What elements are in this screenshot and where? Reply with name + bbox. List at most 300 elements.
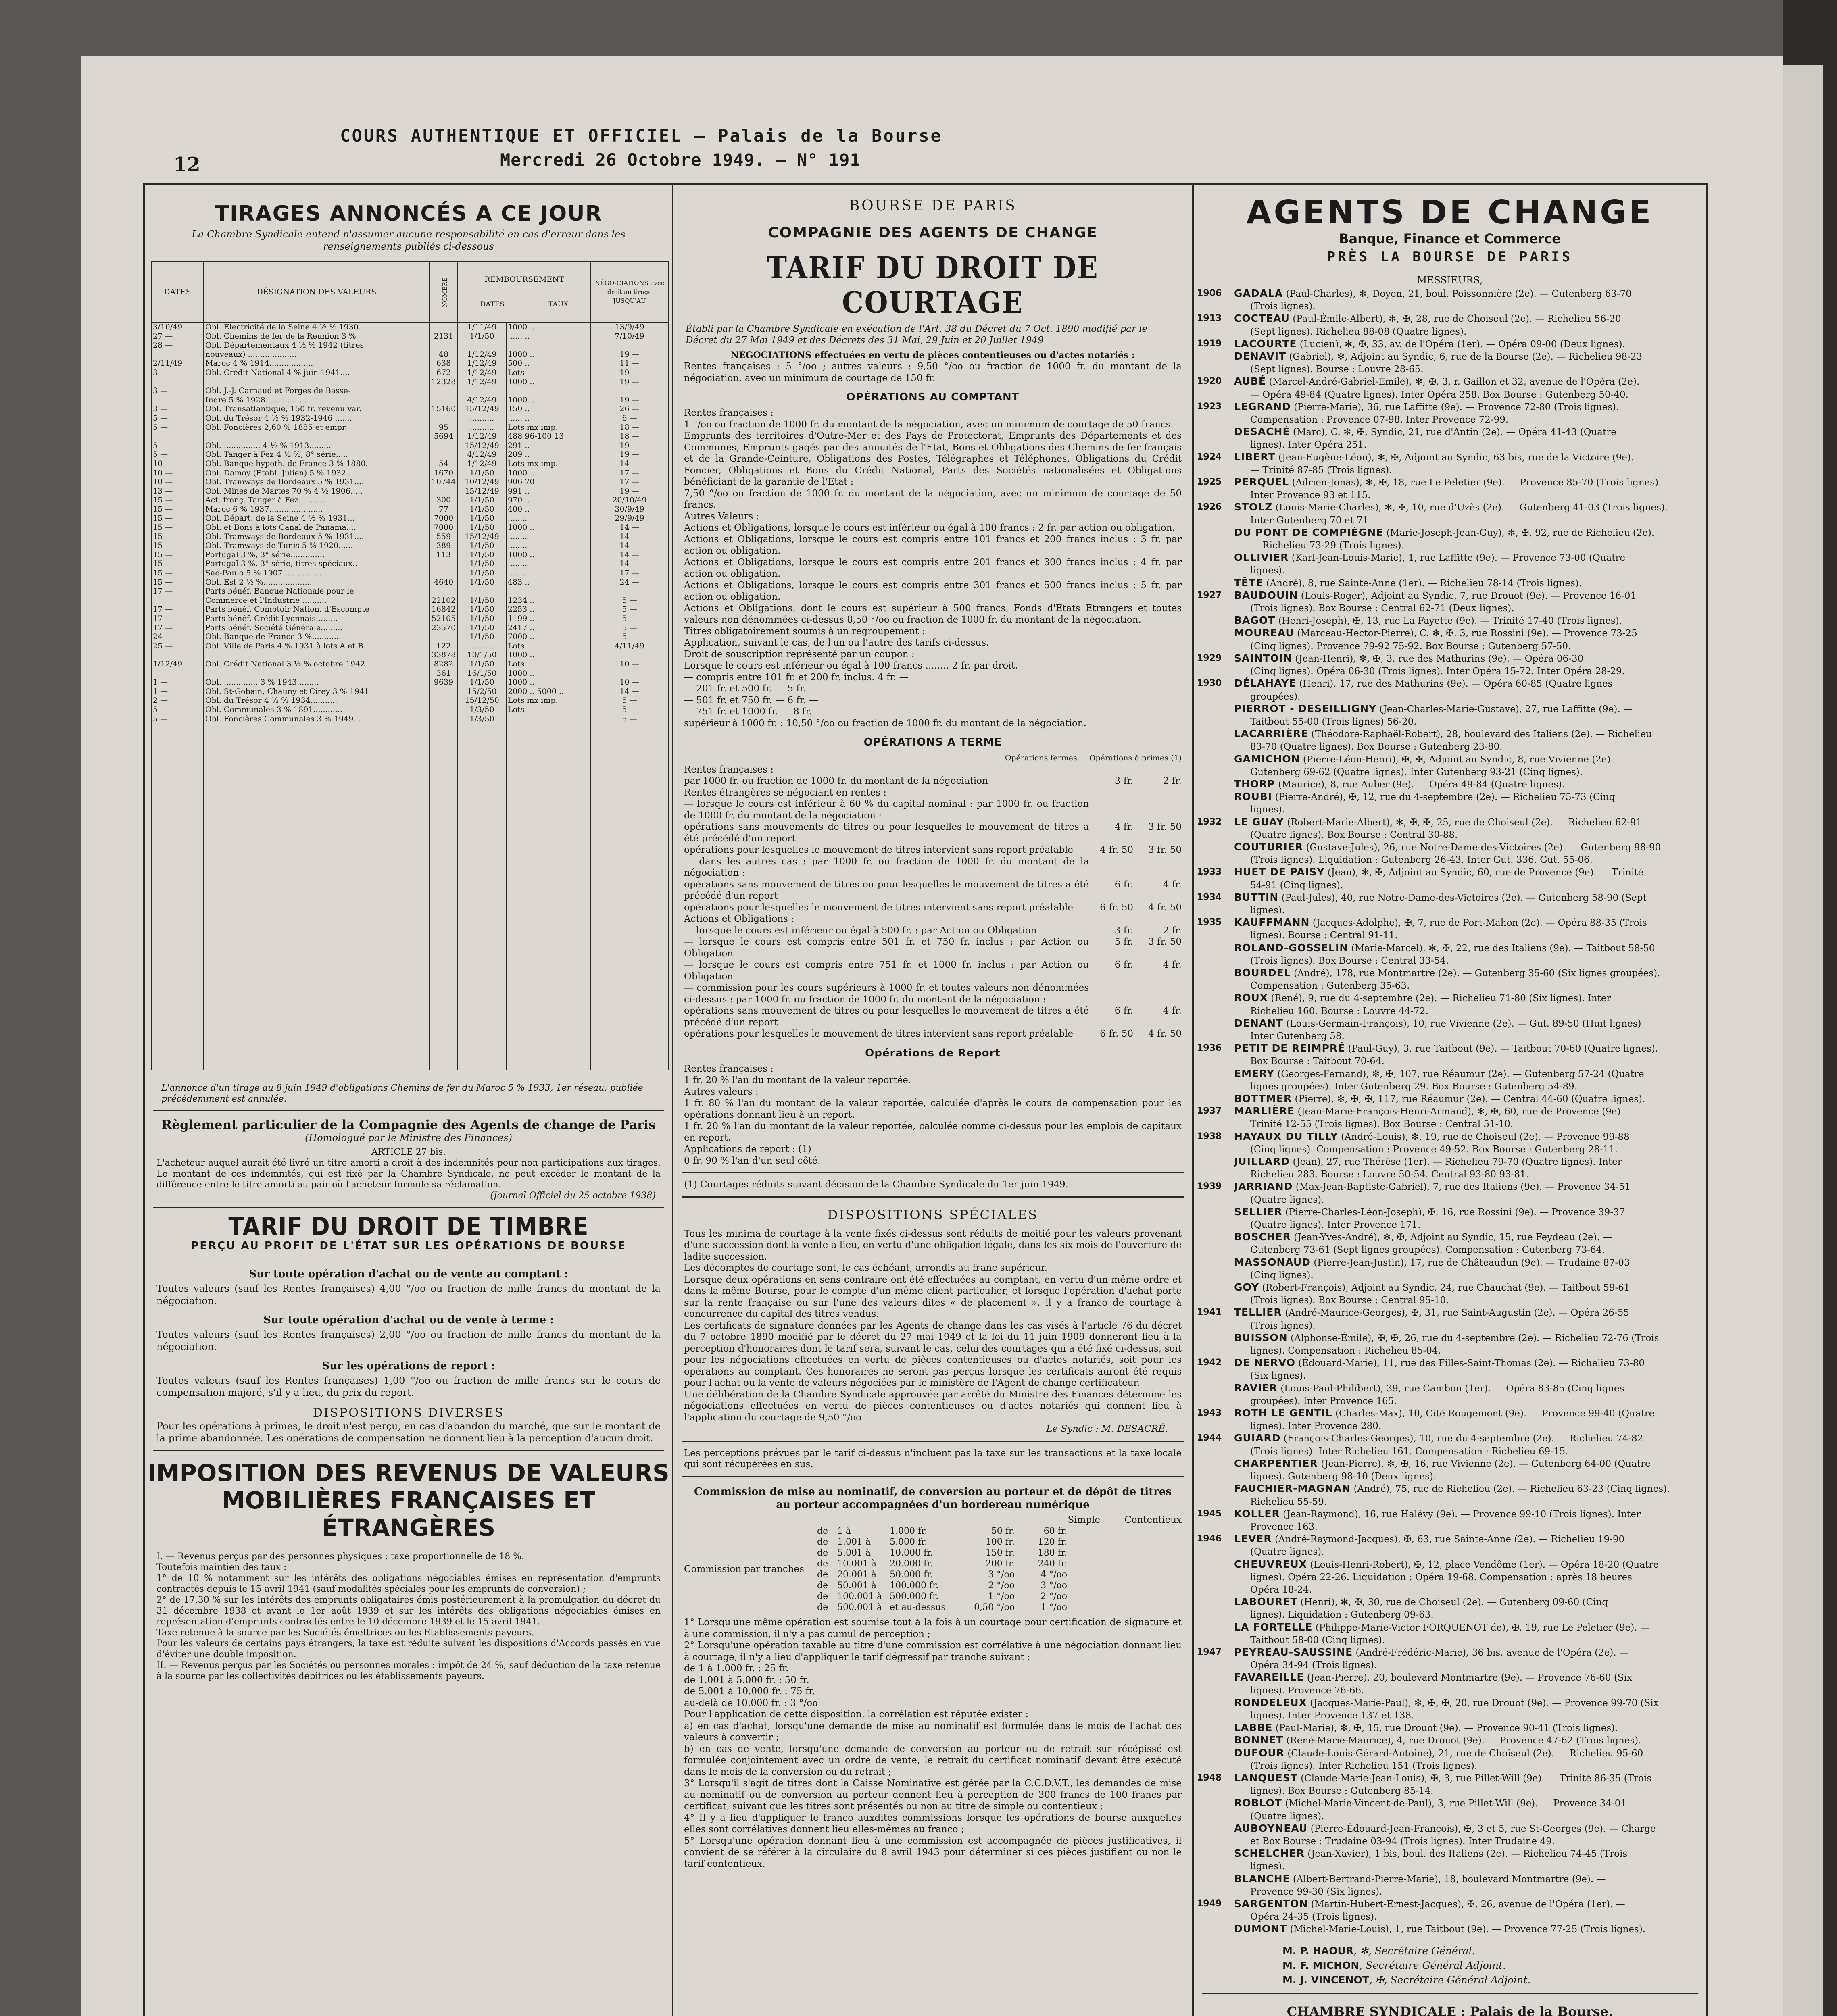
- dispositions-speciales-title: DISPOSITIONS SPÉCIALES: [827, 1207, 1038, 1223]
- agent-year: [1197, 1734, 1234, 1747]
- agent-entry: [1194, 1847, 1706, 1860]
- table-cell: ...... ..: [506, 414, 591, 423]
- agent-year: 1948: [1197, 1772, 1222, 1783]
- agent-text: [1234, 1785, 1694, 1797]
- agent-details: 83-70 (Quatre lignes). Box Bourse : Gutenberg 23-80.: [1250, 741, 1503, 752]
- commission-cell: 200 fr.: [985, 1559, 1015, 1569]
- agent-entry: [1194, 841, 1706, 854]
- agent-year: [1197, 627, 1234, 639]
- agent-year: [1197, 1634, 1234, 1646]
- agent-text: [1234, 1344, 1694, 1357]
- annulation-note: L'annonce d'un tirage au 8 juin 1949 d'obligations Chemins de fer du Maroc 5 % 1933, 1er réseau, publiée précédemment est annulée.: [161, 1083, 643, 1104]
- agent-entry: [1194, 791, 1706, 803]
- table-row: [151, 578, 668, 587]
- table-row: [151, 523, 668, 532]
- terme-row: [684, 925, 1182, 937]
- agent-entry: [1194, 1898, 1706, 1910]
- table-cell: 15 —: [151, 578, 204, 587]
- agent-year: [1197, 690, 1234, 703]
- commission-row: [817, 1569, 1182, 1580]
- table-cell: 17 —: [151, 623, 204, 633]
- agent-entry: [1194, 1923, 1706, 1935]
- agent-details: (Trois lignes).: [1250, 301, 1316, 312]
- agent-year: 1936: [1197, 1043, 1222, 1054]
- table-row: [151, 477, 668, 487]
- agent-entry: [1194, 1432, 1706, 1445]
- agent-name: GUIARD: [1234, 1432, 1281, 1444]
- agent-details: (Pierre-Léon-Henri), ✠, ✠, Adjoint au Syndic, 8, rue Vivienne (2e). —: [1303, 754, 1626, 765]
- terme-text: opérations pour lesquelles le mouvement de titres intervient sans report préalable: [684, 902, 1073, 913]
- agent-entry: [1194, 350, 1706, 363]
- commission-cell: 50.001 à: [837, 1581, 877, 1591]
- table-cell: 5 —: [591, 623, 668, 633]
- agent-year: [1197, 841, 1234, 854]
- table-cell: 1000 ..: [506, 650, 591, 660]
- terme-ferme: 4 fr.: [1114, 822, 1133, 832]
- table-cell: Obl. Ville de Paris 4 % 1931 à lots A et B.: [204, 641, 430, 651]
- text-line: 1 fr. 80 % l'an du montant de la valeur reportée, calculée d'après le cours de compensation pour les opérations donnant lieu à un report.: [684, 1098, 1182, 1120]
- agent-year: [1197, 1671, 1234, 1684]
- commission-row: [817, 1526, 1182, 1537]
- agent-entry: [1194, 1369, 1706, 1382]
- table-cell: 672: [430, 368, 458, 377]
- agent-details: (Louis-Henri-Robert), ✠, 12, place Vendôme (1er). — Opéra 18-20 (Quatre: [1310, 1559, 1659, 1570]
- table-row: [151, 469, 668, 478]
- agent-year: [1197, 715, 1234, 728]
- commission-cell: 2 °/oo: [1040, 1591, 1067, 1602]
- agent-year: [1197, 1395, 1234, 1407]
- agent-entry: [1194, 1747, 1706, 1760]
- table-row: [151, 587, 668, 596]
- agent-entry: [1194, 1533, 1706, 1545]
- agent-details: lignes).: [1250, 565, 1285, 576]
- agent-details: Box Bourse : Taitbout 70-64.: [1250, 1056, 1385, 1067]
- agent-text: [1234, 1281, 1694, 1294]
- agent-entry: [1194, 1697, 1706, 1709]
- table-cell: 1/1/50: [458, 632, 506, 641]
- agent-text: [1234, 539, 1694, 552]
- agent-entry: [1194, 1785, 1706, 1797]
- agent-details: (Max-Jean-Baptiste-Gabriel), 7, rue des Italiens (9e). — Provence 34-51: [1295, 1182, 1631, 1193]
- agent-year: [1197, 350, 1234, 363]
- agent-details: (Pierre-André), ✠, 12, rue du 4-septembre (2e). — Richelieu 75-73 (Cinq: [1275, 792, 1615, 803]
- agent-year: [1197, 942, 1234, 954]
- commission-cell: de: [817, 1537, 828, 1547]
- agent-text: [1234, 589, 1694, 602]
- agent-details: (Louis-Paul-Philibert), 39, rue Cambon (1er). — Opéra 83-85 (Cinq lignes: [1280, 1383, 1624, 1394]
- agent-name: GOY: [1234, 1281, 1259, 1293]
- agent-text: [1234, 1558, 1694, 1571]
- table-filler: [151, 723, 668, 1070]
- table-cell: 1199 ..: [506, 614, 591, 623]
- agent-name: JUILLARD: [1234, 1156, 1290, 1168]
- agent-details: groupées).: [1250, 691, 1301, 702]
- agent-details: (Jean-Marie-François-Henri-Armand), ✻, ✠, 60, rue de Provence (9e). —: [1297, 1106, 1636, 1117]
- agent-name: PEYREAU-SAUSSINE: [1234, 1646, 1353, 1658]
- agent-entry: [1194, 1508, 1706, 1520]
- agent-entry: [1194, 1080, 1706, 1093]
- table-cell: Indre 5 % 1928..................: [204, 396, 430, 405]
- agent-text: [1234, 1860, 1694, 1872]
- table-cell: [591, 587, 668, 596]
- agent-text: [1234, 1105, 1694, 1118]
- terme-prime: 4 fr.: [1163, 960, 1182, 970]
- agent-entry: [1194, 338, 1706, 350]
- agent-entry: [1194, 1822, 1706, 1835]
- agent-entry: [1194, 1055, 1706, 1067]
- table-cell: [151, 669, 204, 678]
- commission-cell: de: [817, 1581, 828, 1591]
- agent-entry: [1194, 1332, 1706, 1344]
- agent-text: [1234, 652, 1694, 665]
- agent-entry: [1194, 1181, 1706, 1193]
- article-label: ARTICLE 27 bis.: [371, 1147, 446, 1158]
- agent-details: lignes). Box Bourse : Gutenberg 85-14.: [1250, 1786, 1434, 1797]
- agent-entry: [1194, 363, 1706, 375]
- terme-text: opérations pour lesquelles le mouvement de titres intervient sans report préalable: [684, 845, 1073, 855]
- agent-text: [1234, 388, 1694, 401]
- agent-details: Inter Gutenberg 58.: [1250, 1031, 1345, 1041]
- agent-name: DÉLAHAYE: [1234, 677, 1297, 689]
- agent-details: groupées). Inter Provence 165.: [1250, 1395, 1397, 1406]
- agent-entry: [1194, 1722, 1706, 1734]
- agent-text: [1234, 1005, 1694, 1017]
- table-row: [151, 441, 668, 450]
- agent-details: (Louis-Marie-Charles), ✻, ✠, 10, rue d'Uzès (2e). — Gutenberg 41-03 (Trois lignes).: [1275, 502, 1668, 513]
- agent-entry: [1194, 916, 1706, 929]
- agent-text: [1234, 778, 1694, 791]
- agent-details: (Quatre lignes).: [1250, 1811, 1324, 1822]
- agent-details: Gutenberg 73-61 (Sept lignes groupées). Compensation : Gutenberg 73-64.: [1250, 1245, 1605, 1256]
- table-cell: 10744: [430, 477, 458, 487]
- table-cell: 7000: [430, 523, 458, 532]
- agent-entry: [1194, 1873, 1706, 1885]
- agent-name: PERQUEL: [1234, 476, 1289, 488]
- agent-year: 1941: [1197, 1307, 1222, 1318]
- text-line: Lorsque deux opérations en sens contraire ont été effectuées au comptant, en vertu d'un même ordre et dans la même Bourse, pour le compte d'un même client particulier, et lorsque l'opération d'achat porte sur la rente française ou sur l'une des valeurs dites « de placement », il y a franco de courtage à concurrence du capital des titres vendus.: [684, 1274, 1182, 1319]
- agent-text: [1234, 640, 1694, 652]
- agent-details: (Jean-Charles-Marie-Gustave), 27, rue Laffitte (9e). —: [1379, 704, 1633, 714]
- table-cell: 5 —: [151, 714, 204, 724]
- table-cell: 500 ..: [506, 359, 591, 368]
- table-row: [151, 559, 668, 569]
- agent-details: (Jacques-Adolphe), ✠, 7, rue de Port-Mahon (2e). — Opéra 88-35 (Trois: [1312, 918, 1647, 929]
- agent-details: lignes). Liquidation : Gutenberg 09-63.: [1250, 1610, 1434, 1620]
- agent-details: Richelieu 55-59.: [1250, 1496, 1327, 1507]
- agent-name: SARGENTON: [1234, 1898, 1308, 1910]
- table-cell: Obl. Tramways de Bordeaux 5 % 1931....: [204, 532, 430, 541]
- agent-details: (Quatre lignes). Box Bourse : Central 30-88.: [1250, 829, 1458, 840]
- agent-year: [1197, 1080, 1234, 1093]
- agent-details: (Paul-Guy), 3, rue Taitbout (9e). — Taitbout 70-60 (Quatre lignes).: [1348, 1043, 1658, 1054]
- terme-row: [684, 798, 1182, 821]
- agent-text: [1234, 690, 1694, 703]
- agent-text: [1234, 1533, 1694, 1545]
- agent-text: [1234, 1571, 1694, 1583]
- agent-year: [1197, 829, 1234, 841]
- terme-text: — dans les autres cas : par 1000 fr. ou fraction de 1000 fr. du montant de la négociation :: [684, 856, 1089, 878]
- agent-text: [1234, 1256, 1694, 1269]
- table-row: [151, 678, 668, 687]
- agent-details: (Michel-Marie-Vincent-de-Paul), 3, rue Pillet-Will (9e). — Provence 34-01: [1285, 1798, 1627, 1809]
- agent-text: [1234, 1294, 1694, 1306]
- secretary-role: , ✻, Secrétaire Général.: [1353, 1945, 1475, 1957]
- terme-prime: 2 fr.: [1163, 776, 1182, 786]
- terme-prime: 3 fr. 50: [1148, 937, 1182, 947]
- agent-name: LABOURET: [1234, 1596, 1298, 1608]
- table-cell: 19 —: [591, 487, 668, 496]
- agent-entry: [1194, 1760, 1706, 1772]
- terme-ferme: [1089, 764, 1133, 776]
- text-line: Titres obligatoirement soumis à un regroupement :: [684, 626, 925, 637]
- divider: [153, 1207, 664, 1208]
- table-cell: Lots mx imp.: [506, 696, 591, 705]
- agent-entry: [1194, 1395, 1706, 1407]
- agent-year: [1197, 954, 1234, 967]
- agent-year: 1906: [1197, 288, 1222, 298]
- text-line: 7,50 °/oo ou fraction de 1000 fr. du montant de la négociation, avec un minimum de courtage de 50 francs.: [684, 488, 1182, 510]
- reglement-title: Règlement particulier de la Compagnie des Agents de change de Paris: [161, 1118, 656, 1133]
- agent-text: [1234, 854, 1694, 866]
- agent-details: (Jean-Eugène-Léon), ✻, ✠, Adjoint au Syndic, 63 bis, rue de la Victoire (9e).: [1278, 452, 1634, 463]
- agent-details: (Jean-Henri), ✻, ✠, 3, rue des Mathurins (9e). — Opéra 06-30: [1295, 653, 1584, 664]
- agent-details: (Gabriel), ✻, Adjoint au Syndic, 6, rue de la Bourse (2e). — Richelieu 98-23: [1289, 352, 1643, 362]
- commission-row: [817, 1591, 1182, 1602]
- table-cell: [506, 714, 591, 724]
- table-cell: 19 —: [591, 396, 668, 405]
- table-row: [151, 532, 668, 541]
- agent-text: [1234, 1420, 1694, 1432]
- agent-entry: [1194, 1621, 1706, 1634]
- agent-details: (Six lignes).: [1250, 1370, 1306, 1381]
- terme-prime: 2 fr.: [1163, 925, 1182, 936]
- agent-text: [1234, 1143, 1694, 1156]
- agent-text: [1234, 489, 1694, 501]
- agent-entry: [1194, 1445, 1706, 1458]
- agent-details: 54-91 (Cinq lignes).: [1250, 880, 1343, 891]
- table-cell: [430, 696, 458, 705]
- table-cell: 291 ..: [506, 441, 591, 450]
- agent-details: Opéra 24-35 (Trois lignes).: [1250, 1912, 1377, 1922]
- terme-title: OPÉRATIONS A TERME: [863, 736, 1002, 748]
- agent-text: [1234, 1181, 1694, 1193]
- agent-year: [1197, 1017, 1234, 1030]
- agent-entry: [1194, 1042, 1706, 1055]
- text-line: Rentes françaises :: [684, 1063, 774, 1074]
- agent-text: [1234, 1357, 1694, 1369]
- agent-year: [1197, 325, 1234, 338]
- terme-ferme: 6 fr.: [1114, 1006, 1133, 1016]
- commission-cell: 1.001 à: [837, 1537, 871, 1547]
- agent-entry: [1194, 1156, 1706, 1168]
- agent-year: 1924: [1197, 452, 1222, 462]
- table-cell: [151, 350, 204, 359]
- agent-details: lignes). Compensation : Richelieu 85-04.: [1250, 1345, 1441, 1356]
- agent-text: [1234, 325, 1694, 338]
- article-text: L'acheteur auquel aurait été livré un titre amorti a droit à des indemnités pour non participations aux tirages. Le montant de ces indemnités, qui est fixé par la Chambre Syndicale, ne peut excéder le montant de la différence entre le titre amorti au pair où l'acheteur formule sa réclamation.: [156, 1158, 661, 1190]
- agent-year: [1197, 464, 1234, 476]
- agent-name: BOTTMER: [1234, 1093, 1292, 1104]
- agent-details: (Quatre lignes). Inter Provence 171.: [1250, 1220, 1421, 1231]
- table-row: [151, 632, 668, 641]
- agent-entry: [1194, 803, 1706, 816]
- table-cell: [430, 322, 458, 332]
- agent-text: [1234, 1068, 1694, 1080]
- agent-year: [1197, 1470, 1234, 1483]
- agent-year: 1933: [1197, 867, 1222, 877]
- agent-name: LA FORTELLE: [1234, 1621, 1313, 1633]
- agent-details: (Trois lignes). Liquidation : Gutenberg 26-43. Inter Gut. 336. Gut. 55-06.: [1250, 855, 1593, 866]
- column-tirages: [145, 185, 673, 2016]
- table-cell: 3 —: [151, 386, 204, 396]
- agent-year: [1197, 413, 1234, 426]
- agent-entry: [1194, 854, 1706, 866]
- agent-year: [1197, 1722, 1234, 1734]
- agent-details: Provence 163.: [1250, 1521, 1318, 1532]
- agent-entry: [1194, 1797, 1706, 1810]
- agent-name: LIBERT: [1234, 451, 1276, 463]
- agent-text: [1234, 1369, 1694, 1382]
- agent-name: HUET DE PAISY: [1234, 866, 1325, 878]
- agent-year: [1197, 1118, 1234, 1130]
- text-line: I. — Revenus perçus par des personnes physiques : taxe proportionnelle de 18 %.: [156, 1552, 525, 1562]
- agent-details: (Adrien-Jonas), ✻, ✠, 18, rue Le Peletier (9e). — Provence 85-70 (Trois lignes).: [1292, 477, 1662, 488]
- table-cell: 48: [430, 350, 458, 359]
- table-cell: 7000 ..: [506, 632, 591, 641]
- table-cell: Lots: [506, 705, 591, 714]
- text-line: 1° de 10 % notamment sur les intérêts des obligations négociables émises en représentation d'emprunts contractés depuis le 15 avril 1941 (sauf modalités spéciales pour les emprunts de conversion) ;: [156, 1573, 661, 1595]
- table-cell: Obl. Tramways de Tunis 5 % 1920......: [204, 541, 430, 550]
- terme-prime: 4 fr. 50: [1148, 902, 1182, 913]
- commission-cell: 100.001 à: [837, 1591, 882, 1602]
- terme-text: Rentes étrangères se négociant en rentes :: [684, 787, 887, 798]
- agent-year: [1197, 1256, 1234, 1269]
- table-cell: [204, 377, 430, 387]
- commission-cell: 1 °/oo: [1040, 1602, 1067, 1612]
- table-cell: 10 —: [151, 469, 204, 478]
- agent-text: [1234, 1030, 1694, 1042]
- agent-name: COCTEAU: [1234, 312, 1290, 325]
- agent-year: [1197, 1608, 1234, 1621]
- table-cell: ........: [506, 541, 591, 550]
- table-cell: [458, 341, 506, 350]
- syndic-signature: Le Syndic : M. DESACRÉ.: [1046, 1424, 1168, 1434]
- agent-details: (Pierre), ✻, ✠, ✠, 117, rue Réaumur (2e). — Central 44-60 (Quatre lignes).: [1295, 1094, 1645, 1104]
- text-line: Une délibération de la Chambre Syndicale approuvée par arrêté du Ministre des Finances détermine les négociations effectuées en vertu de pièces contentieuses ou d'actes notariés qui donnent lieu à l'application du courtage de 9,50 °/oo: [684, 1389, 1182, 1423]
- table-cell: [458, 386, 506, 396]
- table-cell: 2131: [430, 332, 458, 341]
- table-cell: Lots mx imp.: [506, 459, 591, 469]
- table-cell: 10/1/50: [458, 650, 506, 660]
- agent-entry: [1194, 640, 1706, 652]
- tarif-courtage-subtitle: Établi par la Chambre Syndicale en exécution de l'Art. 38 du Décret du 7 Oct. 1890 modifié par le Décret du 27 Mai 1949 et des Décrets des 31 Mai, 29 Juin et 20 Juillet 1949: [686, 324, 1148, 346]
- agent-details: — Opéra 49-84 (Quatre lignes). Inter Opéra 258. Box Bourse : Gutenberg 50-40.: [1250, 389, 1628, 400]
- agent-text: [1234, 1432, 1694, 1445]
- table-cell: 122: [430, 641, 458, 651]
- table-cell: 1000 ..: [506, 396, 591, 405]
- agent-entry: [1194, 904, 1706, 916]
- agent-details: lignes). Opéra 22-26. Liquidation : Opéra 19-68. Compensation : après 18 heures: [1250, 1572, 1633, 1583]
- table-cell: 15 —: [151, 559, 204, 569]
- agent-entry: [1194, 1206, 1706, 1218]
- tarif-courtage-title: TARIF DU DROIT DE COURTAGE: [767, 251, 1099, 320]
- agent-year: [1197, 1344, 1234, 1357]
- text-line: Pour les valeurs de certains pays étrangers, la taxe est réduite suivant les dispositions d'Accords passés en vue d'éviter une double imposition.: [156, 1639, 661, 1660]
- table-cell: 150 ..: [506, 404, 591, 414]
- table-cell: 400 ..: [506, 505, 591, 514]
- agent-year: [1197, 1583, 1234, 1596]
- table-cell: nouveaux) ....................: [204, 350, 430, 359]
- agent-name: DESACHÉ: [1234, 426, 1290, 438]
- table-cell: Obl. et Bons à lots Canal de Panama....: [204, 523, 430, 532]
- agent-entry: [1194, 1231, 1706, 1243]
- agent-details: (Henri-Joseph), ✠, 13, rue La Fayette (9e). — Trinité 17-40 (Trois lignes).: [1278, 616, 1622, 627]
- agent-name: DE NERVO: [1234, 1357, 1295, 1369]
- text-line: de 1 à 1.000 fr. : 25 fr.: [684, 1663, 789, 1674]
- agent-entry: [1194, 1344, 1706, 1357]
- agent-text: [1234, 1495, 1694, 1508]
- agent-year: [1197, 1030, 1234, 1042]
- agent-name: THORP: [1234, 778, 1275, 790]
- agent-text: [1234, 1898, 1694, 1910]
- agent-text: [1234, 413, 1694, 426]
- agent-name: KOLLER: [1234, 1508, 1280, 1520]
- agent-details: (Paul-Jules), 40, rue Notre-Dame-des-Victoires (2e). — Gutenberg 58-90 (Sept: [1281, 892, 1647, 903]
- agents-title: AGENTS DE CHANGE: [1246, 194, 1654, 231]
- terme-prime: [1133, 856, 1182, 879]
- table-cell: Lots: [506, 641, 591, 651]
- table-cell: 7/10/49: [591, 332, 668, 341]
- commission-row: [817, 1547, 1182, 1558]
- text-line: 3° Lorsqu'il s'agit de titres dont la Caisse Nominative est gérée par la C.C.D.V.T., les demandes de mise au nominatif ou de conversion au porteur donnent lieu à perception de 300 francs de 100 francs par certificat, suivant que les titres sont présentés ou non au titre de simple ou contentieux ;: [684, 1778, 1182, 1812]
- agent-name: TÊTE: [1234, 577, 1264, 589]
- agent-year: 1920: [1197, 376, 1222, 387]
- agent-entry: [1194, 614, 1706, 627]
- agent-text: [1234, 1583, 1694, 1596]
- table-cell: 11 —: [591, 359, 668, 368]
- table-cell: 18 —: [591, 423, 668, 432]
- agent-details: (Claude-Louis-Gérard-Antoine), 21, rue de Choiseul (2e). — Richelieu 95-60: [1287, 1748, 1643, 1759]
- table-cell: [430, 632, 458, 641]
- agent-details: (Jean-Yves-André), ✻, ✠, Adjoint au Syndic, 15, rue Feydeau (2e). —: [1294, 1232, 1612, 1243]
- agent-details: Opéra 18-24.: [1250, 1584, 1312, 1595]
- agent-details: (Cinq lignes). Provence 79-92 75-92. Box Bourse : Gutenberg 57-50.: [1250, 641, 1571, 652]
- agent-text: [1234, 552, 1694, 564]
- table-cell: Parts bénéf. Crédit Lyonnais.........: [204, 614, 430, 623]
- agent-name: COUTURIER: [1234, 841, 1303, 853]
- agent-year: [1197, 363, 1234, 375]
- secretary-name: M. P. HAOUR: [1282, 1945, 1354, 1957]
- table-cell: [151, 396, 204, 405]
- commission-row: [817, 1602, 1182, 1613]
- table-cell: Obl. Banque de France 3 %............: [204, 632, 430, 641]
- text-line: — 501 fr. et 750 fr. — 6 fr. —: [684, 695, 818, 706]
- agent-year: [1197, 514, 1234, 527]
- agent-text: [1234, 1621, 1694, 1634]
- agents-subtitle: Banque, Finance et Commerce: [1339, 231, 1561, 246]
- text-line: de 1.001 à 5.000 fr. : 50 fr.: [684, 1674, 809, 1685]
- agent-year: 1919: [1197, 338, 1222, 349]
- terme-ferme: [1089, 787, 1133, 799]
- table-cell: Obl. Tanger à Fez 4 ½ %, 8° série.....: [204, 450, 430, 459]
- commission-cell: 100.000 fr.: [890, 1581, 939, 1591]
- text-line: 1 °/oo ou fraction de 1000 fr. du montant de la négociation, avec un minimum de courtage de 50 francs.: [684, 419, 1174, 430]
- table-cell: 15/12/49: [458, 532, 506, 541]
- agent-year: [1197, 1206, 1234, 1218]
- agent-entry: [1194, 539, 1706, 552]
- agent-name: DUFOUR: [1234, 1747, 1284, 1759]
- table-cell: 1/1/50: [458, 496, 506, 505]
